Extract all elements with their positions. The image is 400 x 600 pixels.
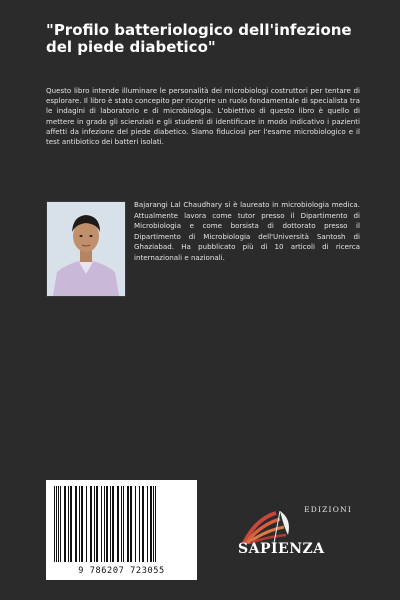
author-bio: Bajarangi Lal Chaudhary si è laureato in microbiologia medica. Attualmente lavora come tutor presso il Dipartimento di Microbiologia e come borsista di dottorato presso il Dipartimento di Microbiologia dell'Università Santosh di Ghaziabad. Ha pubblicato più di 10 articoli di ricerca internazionali e nazionali.: [134, 200, 360, 262]
book-description: Questo libro intende illuminare le personalità dei microbiologi costruttori per tentare di esplorare. Il libro è stato concepito per ricoprire un ruolo fondamentale di specialista tra le indagini di laboratorio e di microbiologia. L'obiettivo di questo libro è quello di mettere in grado gli scienziati e gli studenti di identificare in modo indicativo i pazienti affetti da infezione del piede diabetico. Siamo fiduciosi per l'esame microbiologico e il test antibiotico dei batteri isolati.: [46, 86, 360, 147]
barcode-bar: [86, 486, 87, 562]
publisher-edizioni: EDIZIONI: [304, 505, 352, 514]
barcode-bar: [130, 486, 132, 562]
barcode-bar: [112, 486, 114, 562]
publisher-logo: [232, 505, 362, 565]
barcode-bar: [94, 486, 95, 562]
barcode-bar: [106, 486, 108, 562]
barcode-bar: [104, 486, 105, 562]
barcode-bar: [150, 486, 152, 562]
isbn-number: 9 786207 723055: [78, 566, 165, 576]
barcode-bar: [60, 486, 61, 562]
barcode-bar: [123, 486, 124, 562]
barcode-bar: [64, 486, 66, 562]
isbn-barcode: [46, 480, 197, 580]
barcode-bar: [110, 486, 111, 562]
barcode-bar: [56, 486, 57, 562]
barcode-bar: [90, 486, 92, 562]
author-photo: [46, 201, 126, 297]
barcode-bar: [79, 486, 80, 562]
barcode-bar: [68, 486, 69, 562]
barcode-bars: [46, 480, 197, 564]
barcode-bar: [153, 486, 154, 562]
barcode-bar: [81, 486, 83, 562]
barcode-bar: [117, 486, 119, 562]
barcode-bar: [54, 486, 55, 562]
barcode-bar: [58, 486, 59, 562]
barcode-bar: [127, 486, 129, 562]
barcode-bar: [70, 486, 72, 562]
barcode-bar: [139, 486, 140, 562]
book-title: "Profilo batteriologico dell'infezione del piede diabetico": [46, 21, 352, 56]
barcode-bar: [142, 486, 144, 562]
barcode-bar: [75, 486, 77, 562]
barcode-bar: [147, 486, 148, 562]
barcode-bar: [135, 486, 136, 562]
publisher-name: SAPIENZA: [238, 541, 325, 557]
barcode-bar: [101, 486, 102, 562]
barcode-bar: [155, 486, 156, 562]
barcode-bar: [121, 486, 122, 562]
barcode-bar: [96, 486, 98, 562]
